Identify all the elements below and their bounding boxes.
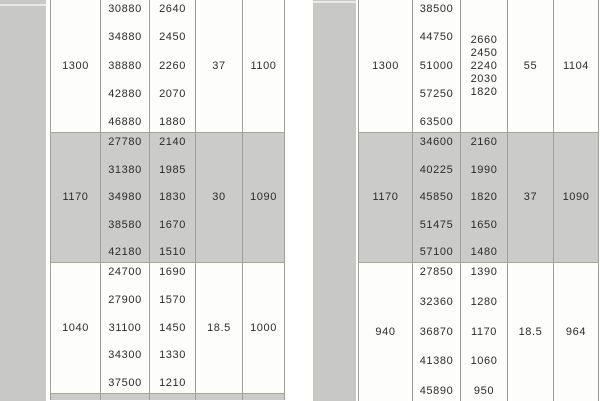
cell-value: 2240 [470, 59, 498, 72]
sliver-cell [101, 394, 150, 400]
col-d-cell [508, 263, 554, 401]
cell-value: 18.5 [518, 325, 543, 338]
cell-value: 1450 [159, 321, 186, 334]
cell-value: 1510 [159, 246, 186, 258]
cell-value: 31100 [108, 321, 142, 334]
cell-value: 1985 [159, 163, 186, 176]
cell-value: 63500 [419, 116, 454, 128]
cell-value: 38880 [108, 59, 142, 72]
cell-value: 34600 [419, 136, 454, 148]
table-block-row [50, 0, 285, 133]
cell-value: 1670 [159, 218, 186, 231]
col-e-cell [554, 133, 599, 262]
table-block-row [358, 133, 599, 263]
table-block-row [358, 263, 599, 401]
right-table-header-strip [313, 0, 356, 401]
col-b-cell [413, 0, 461, 132]
cell-value: 950 [473, 385, 495, 397]
cell-value: 30 [212, 191, 226, 203]
col-c-cell [461, 133, 508, 262]
cell-value: 1650 [470, 218, 498, 231]
cell-value: 41380 [419, 355, 454, 368]
col-a-cell [358, 263, 413, 401]
cell-value: 42180 [108, 246, 142, 258]
col-b-cell [413, 133, 461, 262]
cell-value: 1990 [470, 163, 498, 176]
cell-value: 1040 [62, 321, 89, 334]
cell-value: 1100 [250, 59, 277, 72]
col-e-cell [554, 263, 599, 401]
right-table [358, 0, 599, 401]
cell-value: 37 [523, 191, 538, 203]
col-c-cell [150, 133, 196, 262]
col-e-cell [554, 0, 599, 132]
cell-value: 940 [375, 325, 396, 338]
col-d-cell [196, 133, 243, 262]
col-a-cell [50, 0, 101, 132]
sliver-cell [196, 394, 243, 400]
col-d-cell [508, 133, 554, 262]
cell-value: 42880 [108, 87, 142, 100]
col-d-cell [196, 0, 243, 132]
cell-value: 1690 [159, 266, 186, 278]
cell-value: 1390 [470, 266, 498, 278]
col-d-cell [196, 263, 243, 393]
col-c-cell [150, 0, 196, 132]
cell-value: 34300 [108, 349, 142, 362]
cell-value: 2450 [159, 31, 186, 44]
cell-value: 1480 [470, 246, 498, 258]
cell-value: 40225 [419, 163, 454, 176]
sliver-cell [150, 394, 196, 400]
col-b-cell [413, 263, 461, 401]
cell-value: 38580 [108, 218, 142, 231]
cell-value: 45850 [419, 191, 454, 203]
col-a-cell [358, 133, 413, 262]
cell-value: 2640 [159, 3, 186, 15]
cell-value: 34980 [108, 191, 142, 203]
col-a-cell [50, 263, 101, 393]
cell-value: 1170 [372, 191, 399, 203]
cell-value: 1090 [562, 191, 590, 203]
cell-value: 36870 [419, 325, 454, 338]
cell-value: 1170 [62, 191, 89, 203]
cell-value: 1170 [470, 325, 498, 338]
cell-value: 2070 [159, 87, 186, 100]
col-a-cell [50, 133, 101, 262]
cell-value: 1820 [470, 85, 498, 98]
cell-value: 1330 [159, 349, 186, 362]
cell-value: 57100 [419, 246, 454, 258]
col-e-cell [243, 0, 285, 132]
cell-value: 34880 [108, 31, 142, 44]
cell-value: 38500 [419, 3, 454, 15]
cell-value: 1570 [159, 293, 186, 306]
col-b-cell [101, 263, 150, 393]
col-e-cell [243, 263, 285, 393]
cell-value: 964 [565, 325, 587, 338]
col-a-cell [358, 0, 413, 132]
next-block-sliver [50, 394, 285, 400]
cell-value: 27780 [108, 136, 142, 148]
col-b-cell [101, 0, 150, 132]
cell-value: 1820 [470, 191, 498, 203]
cell-value: 1210 [159, 377, 186, 389]
cell-value: 1300 [62, 59, 89, 72]
table-block-row [50, 133, 285, 263]
cell-value: 27900 [108, 293, 142, 306]
cell-value: 44750 [419, 31, 454, 44]
strip-divider-line [0, 4, 46, 6]
cell-value: 37500 [108, 377, 142, 389]
sliver-cell [50, 394, 101, 400]
cell-value: 24700 [108, 266, 142, 278]
col-b-cell [101, 133, 150, 262]
cell-value: 1090 [250, 191, 277, 203]
cell-value: 1830 [159, 191, 186, 203]
cell-value: 2140 [159, 136, 186, 148]
left-table [50, 0, 285, 400]
cell-value: 2260 [159, 59, 186, 72]
cell-value: 32360 [419, 295, 454, 308]
left-table-header-strip [0, 0, 46, 401]
cell-value: 1060 [470, 355, 498, 368]
col-c-cell [150, 263, 196, 393]
cell-value: 2450 [470, 46, 498, 59]
cell-value: 55 [523, 59, 538, 72]
cell-value: 51475 [419, 218, 454, 231]
cell-value: 37 [212, 59, 226, 72]
cell-value: 45890 [419, 385, 454, 397]
cell-value: 2160 [470, 136, 498, 148]
cell-value: 18.5 [207, 321, 231, 334]
cell-value: 31380 [108, 163, 142, 176]
strip-divider-line [313, 1, 356, 3]
sliver-cell [243, 394, 285, 400]
cell-value: 51000 [419, 59, 454, 72]
table-block-row [50, 263, 285, 394]
col-c-cell [461, 263, 508, 401]
cell-value: 1104 [562, 59, 590, 72]
cell-value: 2030 [470, 72, 498, 85]
cell-value: 30880 [108, 3, 142, 15]
col-e-cell [243, 133, 285, 262]
cell-value: 1280 [470, 295, 498, 308]
table-block-row [358, 0, 599, 133]
col-d-cell [508, 0, 554, 132]
cell-value: 1880 [159, 116, 186, 128]
cell-value: 27850 [419, 266, 454, 278]
col-c-cell [461, 0, 508, 132]
cell-value: 1000 [250, 321, 277, 334]
cell-value: 1300 [372, 59, 399, 72]
cell-value: 2660 [470, 33, 498, 46]
cell-value: 46880 [108, 116, 142, 128]
cell-value: 57250 [419, 87, 454, 100]
